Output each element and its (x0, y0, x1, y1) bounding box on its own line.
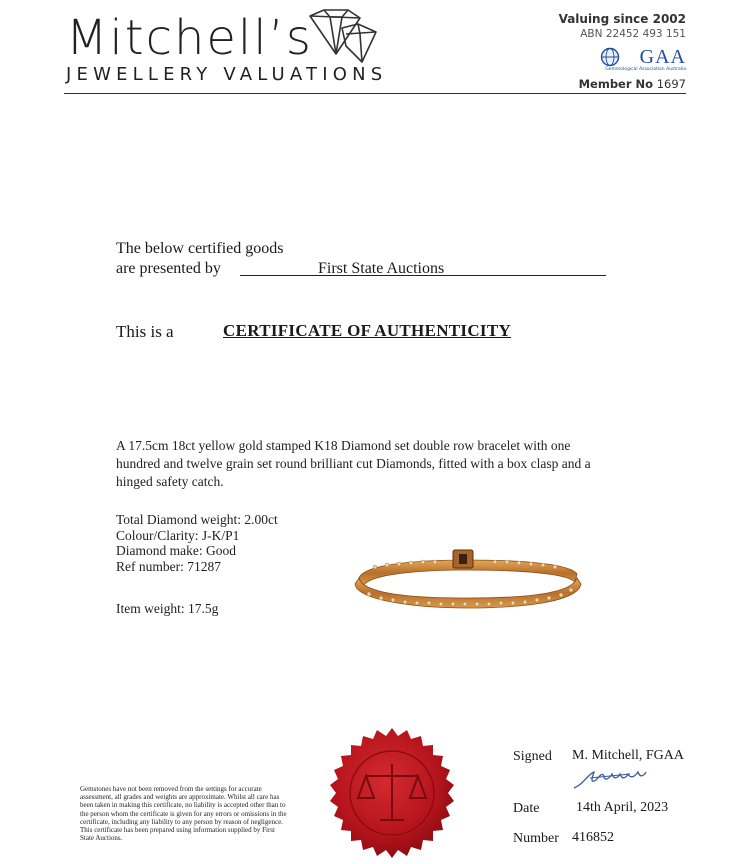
disclaimer-text: Gemstones have not been removed from the settings for accurate assessment, all grades and weights are approximate. Whilst all care has been taken in making this certificate, no liability is accepted other than to the person whom the certificate is given for any errors or omissions in the certificate, including any liability to any person by reason of negligence. This certificate has been prepared using information supplied by First State Auctions. (80, 785, 287, 843)
intro-line-2: are presented by (116, 260, 221, 277)
member-label: Member No (578, 77, 654, 91)
brand-subtitle: JEWELLERY VALUATIONS (66, 64, 388, 85)
presenter-name: First State Auctions (318, 260, 445, 277)
ref-number: Ref number: 71287 (116, 558, 221, 574)
signed-label: Signed (513, 749, 552, 764)
certificate-prefix: This is a (116, 322, 174, 341)
diamond-logo-icon (302, 8, 380, 64)
colour-clarity: Colour/Clarity: J-K/P1 (116, 527, 240, 543)
date-label: Date (513, 801, 540, 816)
wax-seal-icon (318, 724, 466, 864)
header-divider (64, 93, 686, 94)
gaa-globe-icon (600, 47, 620, 67)
member-number (579, 77, 686, 91)
number-label: Number (513, 831, 559, 846)
gaa-logo-subtext: Gemmological Association Australia (605, 67, 686, 72)
item-weight: Item weight: 17.5g (116, 601, 219, 616)
signed-value: M. Mitchell, FGAA (572, 748, 684, 763)
specs-list (116, 512, 278, 574)
date-value: 14th April, 2023 (576, 800, 669, 815)
total-diamond-weight: Total Diamond weight: 2.00ct (116, 512, 278, 527)
item-description: A 17.5cm 18ct yellow gold stamped K18 Diamond set double row bracelet with one hundred and twelve grain set round brilliant cut Diamonds, fitted with a box clasp and a hinged safety catch. (116, 438, 591, 489)
valuing-since: Valuing since 2002 (558, 12, 686, 26)
number-value: 416852 (572, 830, 614, 845)
member-number-value: 1697 (656, 77, 686, 91)
gaa-logo (576, 45, 686, 75)
brand-name: Mitchell’s (66, 10, 313, 66)
signature-icon (570, 766, 670, 792)
certificate-title: CERTIFICATE OF AUTHENTICITY (223, 321, 512, 340)
intro-line-1: The below certified goods (116, 240, 284, 257)
gaa-logo-text: GAA (639, 46, 686, 68)
diamond-make: Diamond make: Good (116, 543, 236, 559)
abn-number: ABN 22452 493 151 (580, 28, 686, 40)
bracelet-photo (345, 538, 590, 616)
